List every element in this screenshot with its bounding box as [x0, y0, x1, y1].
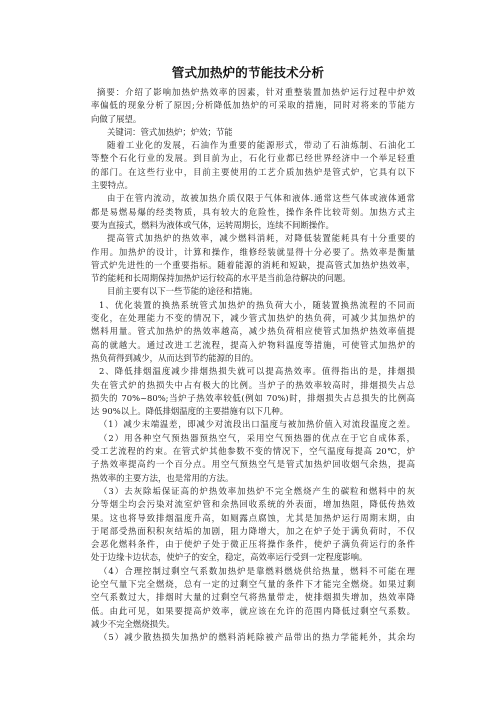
paragraph-line: （5）减少散热损失加热炉的燃料消耗除被产品带出的热力学能耗外，其余均 [99, 632, 415, 643]
paragraph-line: 论空气量下完全燃烧，总有一定的过剩空气量的条件下才能完全燃烧。如果过剩 [91, 578, 415, 589]
paragraph-line: 主要特点。 [91, 180, 133, 191]
paragraph-line: 损失的 70%~80%;当炉子热效率较低(例如 70%)时，排烟损失占总损失的比例高 [91, 392, 415, 403]
paragraph-line: 分等烟尘均会污染对流室炉管和余热回收系统的外表面，增加热阻，降低传热效 [91, 499, 415, 510]
paragraph-line: 子热效率提高约一个百分点。用空气预热空气是管式加热炉回收烟气余热，提高 [91, 459, 415, 470]
document-title: 管式加热炉的节能技术分析 [171, 65, 325, 80]
paragraph-line: 1、优化装置的换热系统管式加热炉的热负荷大小，随装置换热流程的不同而 [99, 299, 415, 310]
paragraph-line: 要为直接式，燃料为液体或气体，运转周期长，连续不间断操作。 [91, 219, 334, 230]
paragraph-line: 热效率的主要方法，也是常用的方法。 [91, 472, 234, 483]
paragraph-line: 都是易燃易爆的经类物质，具有较大的危险性，操作条件比较苛刻。加热方式主 [91, 206, 415, 217]
document-body [91, 86, 415, 644]
paragraph-line: （1）减少末端温差，即减少对流段出口温度与被加热价值入对流段温度之差。 [99, 419, 415, 430]
paragraph-line: 由于在管内流动，故被加热介质仅限于气体和液体.通常这些气体或液体通常 [107, 193, 415, 204]
paragraph-line: （3）去灰除垢保证高的炉热效率加热炉不完全燃烧产生的碳粒和燃料中的灰 [99, 485, 415, 496]
paragraph-line: 管式炉先进性的一个重要指标。随着能源的消耗和短缺，提高管式加热炉热效率， [91, 259, 415, 270]
paragraph-line: 受工艺流程的约束。在管式炉其他参数不变的情况下，空气温度每提高 20℃，炉 [91, 446, 415, 457]
paragraph-line: 达 90%以上。降低排烟温度的主要措施有以下几种。 [91, 406, 289, 417]
paragraph-line: 减少不完全燃烧损失。 [91, 618, 175, 629]
paragraph-line: （2）用各种空气预热器预热空气，采用空气预热器的优点在于它自成体系， [99, 432, 415, 443]
paragraph-line: 的部门。在这些行业中，目前主要使用的工艺介质加热炉是管式炉，它具有以下 [91, 166, 415, 177]
paragraph-line: 高的就越大。通过改进工艺流程，提高入炉物料温度等措施，可使管式加热炉的 [91, 339, 415, 350]
paragraph-line: 变化，在处理能力不变的情况下，减少管式加热炉的热负荷，可减少其加热炉的 [91, 313, 415, 324]
paragraph-line: 节约能耗和长周期保持加热炉运行较高的水平是当前急待解决的问题。 [91, 273, 351, 284]
paragraph-line: 于尾部受热面积积灰结垢的加剧，阻力降增大，加之在炉子处于满负荷时，不仅 [91, 525, 415, 536]
paragraph-line: 提高管式加热炉的热效率，减少燃料消耗，对降低装置能耗具有十分重要的 [107, 233, 415, 244]
paragraph-line: 随着工业化的发展，石油作为重要的能源形式，带动了石油炼制、石油化工 [107, 140, 415, 151]
keywords-line: 关键词：管式加热炉；炉效；节能 [107, 126, 233, 137]
paragraph-line: 失在管式炉的热损失中占有极大的比例。当炉子的热效率较高时，排烟损失占总 [91, 379, 415, 390]
paragraph-line: 2、降低排烟温度减少排烟热损失就可以提高热效率。值得指出的是，排烟损 [99, 366, 415, 377]
paragraph-line: 果。这也将导致排烟温度升高，如厕露点腐蚀，尤其是加热炉运行周期末期，由 [91, 512, 415, 523]
abstract-line: 摘要：介绍了影响加热炉热效率的因素，针对重整装置加热炉运行过程中炉效 [97, 87, 415, 97]
paragraph-line: 等整个石化行业的发展。到目前为止，石化行业都已经世界经济中一个举足轻重 [91, 153, 415, 164]
paragraph-line: （4）合理控制过剩空气系数加热炉是靠燃料燃烧供给热量，燃料不可能在理 [99, 565, 415, 576]
paragraph-line: 低。由此可见，如果要提高炉效率，就应该在允许的范围内降低过剩空气系数。 [91, 605, 415, 616]
abstract-line: 向做了展望。 [91, 113, 142, 124]
paragraph-line: 会恶化燃料条件，由于使炉子处于微正压将操作条件，使炉子满负荷运行的条件 [91, 539, 415, 550]
paragraph-line: 处于边缘卡边状态，使炉子的安全，稳定，高效率运行受到一定程度影响。 [91, 552, 368, 563]
paragraph-line: 空气系数过大，排烟时大量的过剩空气将热量带走，使排烟损失增加，热效率降 [91, 592, 415, 603]
paragraph-line: 燃料用量。管式加热炉的热效率越高，减少热负荷相应使管式加热炉热效率值提 [91, 326, 415, 337]
paragraph-line: 目前主要有以下一些节能的途径和措施。 [107, 286, 258, 297]
paragraph-line: 热负荷得到减少，从而达到节约能源的目的。 [91, 352, 259, 363]
paragraph-line: 作用。加热炉的设计，计算和操作，维修经装就显得十分必要了。热效率是衡量 [91, 246, 415, 257]
abstract-line: 率偏低的现象分析了原因;分析降低加热炉的可采取的措施，同时对将来的节能方 [91, 100, 415, 111]
